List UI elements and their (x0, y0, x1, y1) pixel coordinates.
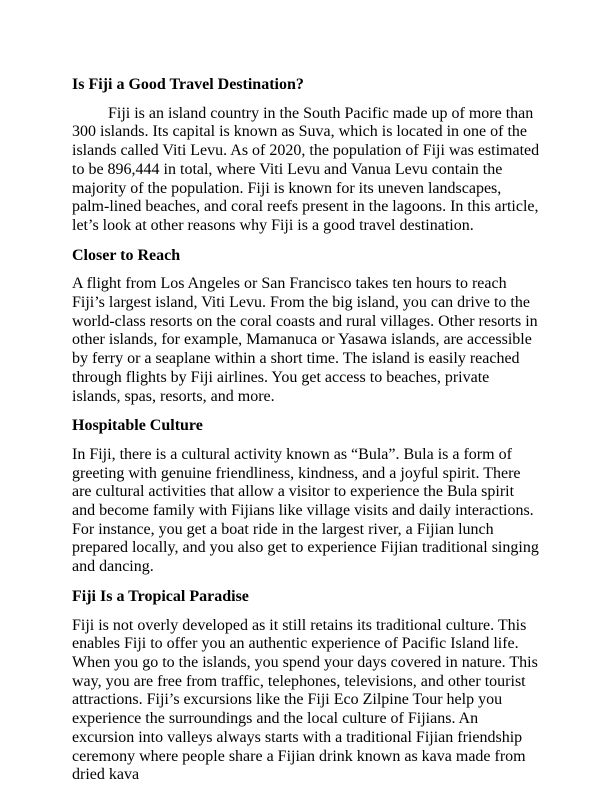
heading-closer-to-reach: Closer to Reach (72, 246, 181, 264)
document-title: Is Fiji a Good Travel Destination? (72, 76, 304, 93)
paragraph-tropical-paradise: Fiji is not overly developed as it still retains its traditional culture. This enables Fiji to offer you an authentic experience of Pacific Island life. When you go to the islands, you spend your days covered in nature. This way, you are free from traffic, telephones, televisions, and other tourist attractions. Fiji’s excursions like the Fiji Eco Zilpine Tour help you experience the surroundings and the local culture of Fijians. An excursion into valleys always starts with a traditional Fijian friendship ceremony where people share a Fijian drink known as kava made from dried kava (72, 616, 538, 784)
paragraph-introduction: Fiji is an island country in the South Pacific made up of more than 300 islands. Its capital is known as Suva, which is located in one of the islands called Viti Levu. As of 2020, the population of Fiji was estimated to be 896,444 in total, where Viti Levu and Vanua Levu contain the majority of the population. Fiji is known for its uneven landscapes, palm-lined beaches, and coral reefs present in the lagoons. In this article, let’s look at other reasons why Fiji is a good travel destination. (72, 104, 540, 234)
heading-hospitable-culture: Hospitable Culture (72, 417, 203, 435)
heading-tropical-paradise: Fiji Is a Tropical Paradise (72, 587, 249, 605)
paragraph-closer-to-reach: A flight from Los Angeles or San Francisco takes ten hours to reach Fiji’s largest island, Viti Levu. From the big island, you can drive to the world-class resorts on the coral coasts and rural villages. Other resorts in other islands, for example, Mamanuca or Yasawa islands, are accessible by ferry or a seaplane within a short time. The island is easily reached through flights by Fiji airlines. You get access to beaches, private islands, spas, resorts, and more. (72, 275, 538, 405)
paragraph-hospitable-culture: In Fiji, there is a cultural activity known as “Bula”. Bula is a form of greeting with genuine friendliness, kindness, and a joyful spirit. There are cultural activities that allow a visitor to experience the Bula spirit and become family with Fijians like village visits and daily interactions. For instance, you get a boat ride in the largest river, a Fijian lunch prepared locally, and you also get to experience Fijian traditional singing and dancing. (72, 445, 539, 576)
